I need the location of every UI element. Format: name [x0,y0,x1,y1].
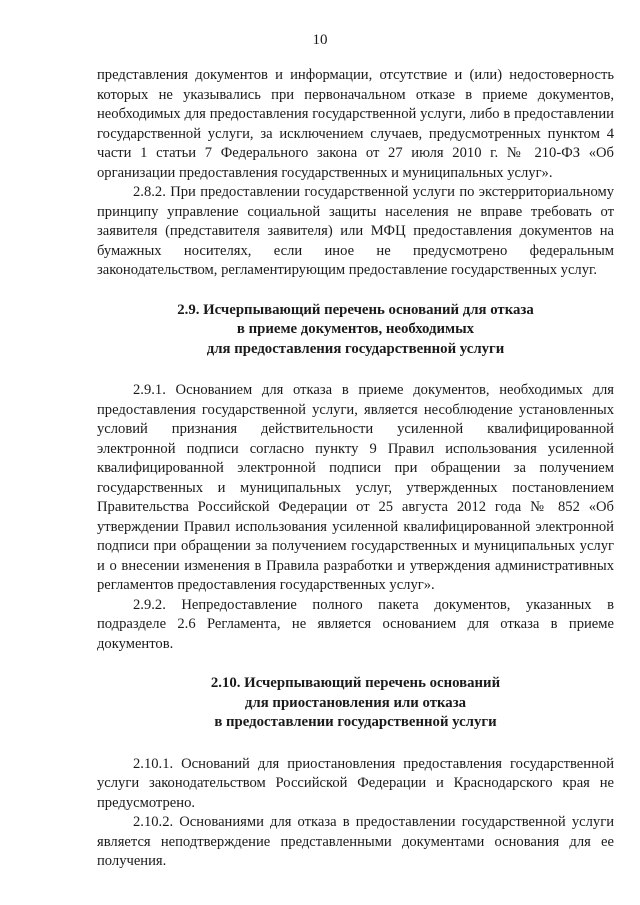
paragraph-2-9-2: 2.9.2. Непредоставление полного пакета документов, указанных в подразделе 2.6 Регламента, не является основанием для отказа в приеме документов. [97,596,614,652]
heading-line: для приостановления или отказа [244,694,467,711]
section-heading-2-10 [97,674,614,733]
paragraph-continuation: представления документов и информации, отсутствие и (или) недостоверность которых не указывались при первоначальном отказе в приеме документов, необходимых для предоставления государственной услуги, либо в предоставлении государственной услуги, за исключением случаев, предусмотренных пунктом 4 части 1 статьи 7 Федерального закона от 27 июля 2010 г. № 210-ФЗ «Об организации предоставления государственных и муниципальных услуг». [97,67,614,181]
heading-line: в предоставлении государственной услуги [214,714,497,730]
paragraph-2-9-1: 2.9.1. Основанием для отказа в приеме документов, необходимых для предоставления государственной услуги, является несоблюдение установленных условий признания действительности усиленной квалифицированной электронной подписи согласно пункту 9 Правил использования усиленной квалифицированной электронной подписи при обращении за получением государственных и муниципальных услуг, утвержденных постановлением Правительства Российской Федерации от 25 августа 2012 года № 852 «Об утверждении Правил использования усиленной квалифицированной электронной подписи при обращении за получением государственных и муниципальных услуг и о внесении изменения в Правила разработки и утверждения административных регламентов предоставления государственных услуг». [97,382,614,593]
page-number: 10 [312,32,328,48]
paragraph-2-10-1: 2.10.1. Оснований для приостановления предоставления государственной услуги законодательством Российской Федерации и Краснодарского края не предусмотрено. [97,755,614,811]
heading-line: в приеме документов, необходимых [236,321,475,337]
heading-line: 2.10. Исчерпывающий перечень оснований [210,675,501,691]
section-heading-2-9 [97,301,614,360]
document-body [97,66,614,872]
heading-line: для предоставления государственной услуги [206,340,505,357]
paragraph-2-10-2: 2.10.2. Основаниями для отказа в предоставлении государственной услуги является неподтверждение представленными документами основания для ее получения. [97,814,614,869]
paragraph-2-8-2: 2.8.2. При предоставлении государственной услуги по экстерриториальному принципу управление социальной защиты населения не вправе требовать от заявителя (представителя заявителя) или МФЦ предоставления документов на бумажных носителях, если иное не предусмотрено федеральным законодательством, регламентирующим предоставление государственных услуг. [97,184,614,278]
heading-line: 2.9. Исчерпывающий перечень оснований для отказа [177,301,534,318]
